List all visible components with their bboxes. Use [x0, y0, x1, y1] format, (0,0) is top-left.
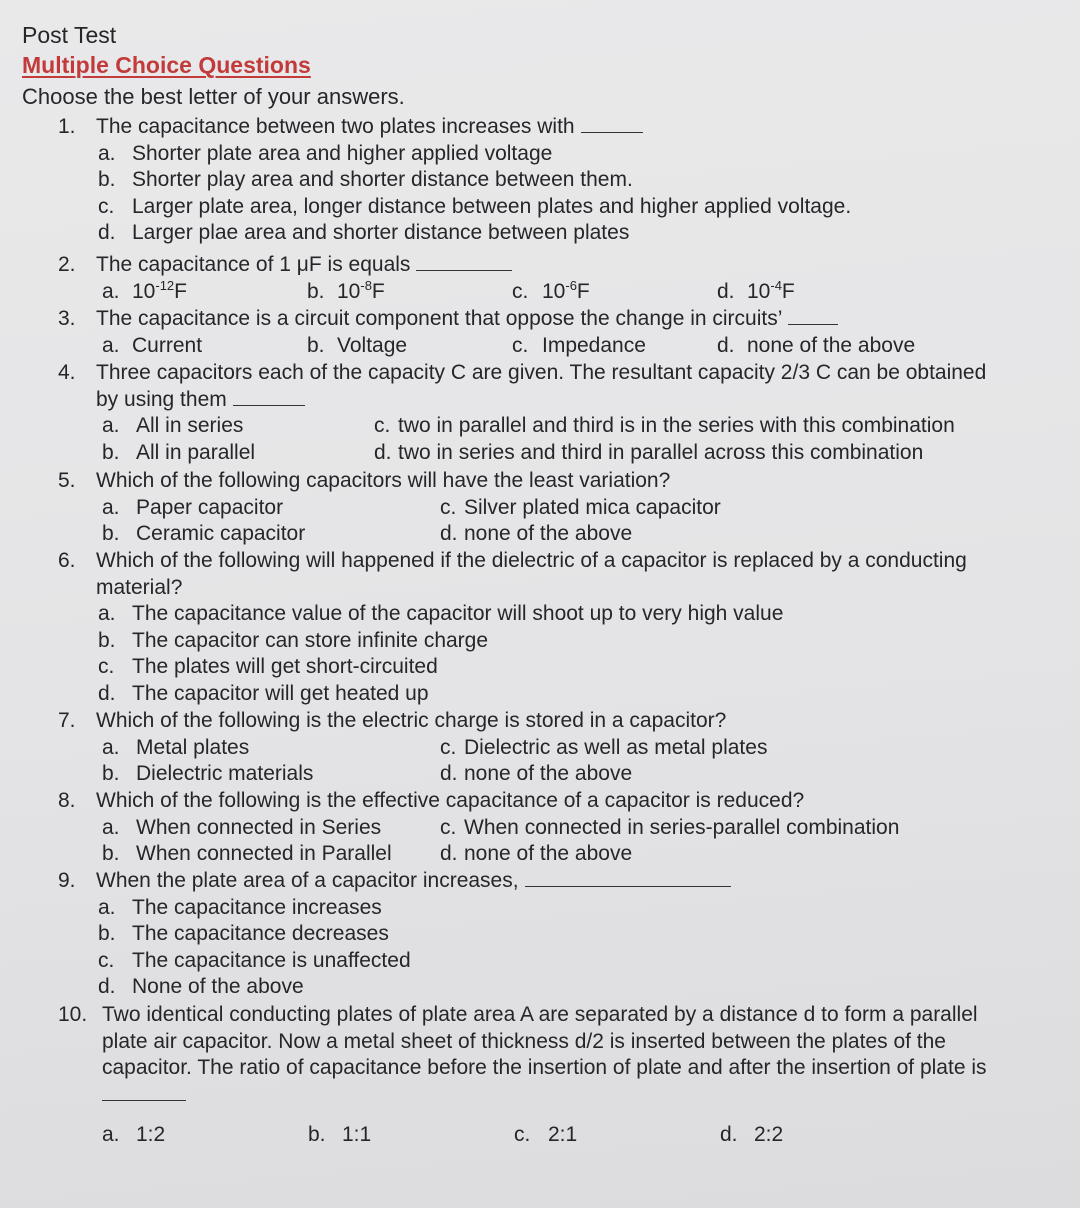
options	[102, 413, 1063, 466]
question-number: 2.	[58, 253, 76, 276]
question-number: 9.	[58, 869, 76, 892]
options	[98, 601, 1063, 707]
option-c[interactable]: c. Impedance	[512, 333, 646, 357]
option-c[interactable]: c. The plates will get short-circuited	[98, 655, 438, 678]
option-d[interactable]: d. $10^{-4}F$	[717, 277, 795, 303]
option-c[interactable]: c. The capacitance is unaffected	[98, 948, 411, 972]
option-d[interactable]: d. 2:2	[720, 1123, 784, 1146]
question-8	[58, 788, 1063, 868]
question-number: 5.	[58, 469, 76, 492]
question-text: Three capacitors each of the capacity C are given. The resultant capacity 2/3 C can be obtained	[96, 361, 987, 384]
option-b[interactable]: b. The capacitor can store infinite charge	[98, 628, 489, 652]
question-text: When the plate area of a capacitor increases,	[96, 869, 519, 892]
option-c[interactable]: c. When connected in series-parallel combination	[440, 815, 900, 839]
option-b[interactable]: b. The capacitance decreases	[98, 922, 389, 945]
option-b[interactable]: b. When connected in Parallel	[102, 842, 392, 865]
question-3	[58, 306, 1063, 359]
option-d[interactable]: d. The capacitor will get heated up	[98, 681, 429, 705]
answer-blank[interactable]	[525, 868, 731, 887]
question-text: The capacitance of 1 μF is equals	[96, 253, 411, 276]
option-b[interactable]: b. Voltage	[307, 333, 408, 357]
section-heading: Multiple Choice Questions	[22, 52, 311, 78]
option-d[interactable]: d. none of the above	[440, 762, 633, 785]
option-b[interactable]: b. Ceramic capacitor	[102, 522, 306, 545]
question-text-cont: capacitor. The ratio of capacitance before the insertion of plate and after the insertion of plate is	[102, 1056, 987, 1079]
options	[98, 895, 1063, 1001]
answer-blank[interactable]	[102, 1082, 186, 1101]
question-number: 4.	[58, 361, 76, 384]
question-number: 3.	[58, 307, 76, 330]
question-text: Which of the following will happened if the dielectric of a capacitor is replaced by a conducting	[96, 549, 967, 572]
question-text-cont: by using them	[96, 387, 227, 411]
question-number: 10.	[58, 1003, 88, 1026]
question-number: 6.	[58, 549, 76, 572]
option-a[interactable]: a. All in series	[102, 414, 244, 437]
option-d[interactable]: d. none of the above	[717, 333, 916, 357]
question-9	[58, 868, 1063, 1001]
question-1	[58, 114, 1063, 247]
question-text-cont: plate air capacitor. Now a metal sheet of thickness d/2 is inserted between the plates of the	[102, 1029, 946, 1053]
option-d[interactable]: d. None of the above	[98, 975, 304, 998]
answer-blank[interactable]	[788, 306, 838, 325]
question-6	[58, 548, 1063, 707]
question-10	[58, 1002, 1073, 1149]
instructions: Choose the best letter of your answers.	[22, 84, 405, 109]
option-a[interactable]: a. Current	[102, 333, 203, 357]
options	[102, 735, 1063, 788]
question-text: Which of the following capacitors will have the least variation?	[96, 469, 671, 492]
option-c[interactable]: c. 2:1	[514, 1123, 578, 1146]
option-b[interactable]: b. $10^{-8}F$	[307, 277, 385, 303]
question-text: Which of the following is the electric charge is stored in a capacitor?	[96, 709, 727, 732]
answer-blank[interactable]	[416, 252, 512, 271]
option-c[interactable]: c. $10^{-6}F$	[512, 277, 590, 303]
question-2	[58, 252, 1063, 305]
option-a[interactable]: a. The capacitance increases	[98, 895, 382, 919]
options	[102, 333, 1063, 360]
option-b[interactable]: b. All in parallel	[102, 440, 256, 464]
option-b[interactable]: b. Dielectric materials	[102, 762, 314, 785]
option-d[interactable]: d. none of the above	[440, 842, 633, 865]
options	[98, 141, 1063, 247]
options	[102, 279, 1063, 306]
question-text: The capacitance between two plates increases with	[96, 115, 575, 138]
options	[102, 1122, 1073, 1149]
answer-blank[interactable]	[581, 114, 643, 133]
option-a[interactable]: a. Paper capacitor	[102, 495, 284, 519]
option-c[interactable]: c. Silver plated mica capacitor	[440, 495, 721, 519]
option-c[interactable]: c. Larger plate area, longer distance between plates and higher applied voltage.	[98, 194, 852, 218]
question-text-cont: material?	[96, 575, 183, 599]
options	[102, 815, 1063, 868]
question-number: 1.	[58, 115, 76, 138]
question-5	[58, 468, 1063, 548]
question-text: Two identical conducting plates of plate area A are separated by a distance d to form a parallel	[102, 1003, 978, 1026]
options	[102, 495, 1063, 548]
question-number: 7.	[58, 709, 76, 732]
question-text: The capacitance is a circuit component that oppose the change in circuits’	[96, 307, 783, 330]
option-a[interactable]: a. 1:2	[102, 1123, 166, 1146]
page-title: Post Test	[22, 22, 117, 48]
question-4	[58, 360, 1063, 466]
option-d[interactable]: d. two in series and third in parallel across this combination	[374, 440, 924, 464]
option-d[interactable]: d. none of the above	[440, 522, 633, 545]
option-a[interactable]: a. $10^{-12}F$	[102, 277, 187, 303]
option-d[interactable]: d. Larger plae area and shorter distance between plates	[98, 221, 630, 244]
answer-blank[interactable]	[233, 387, 305, 406]
option-c[interactable]: c. two in parallel and third is in the series with this combination	[374, 414, 955, 437]
question-text: Which of the following is the effective capacitance of a capacitor is reduced?	[96, 789, 805, 812]
option-b[interactable]: b. Shorter play area and shorter distance between them.	[98, 168, 633, 191]
header	[22, 22, 405, 110]
question-7	[58, 708, 1063, 788]
option-a[interactable]: a. Shorter plate area and higher applied voltage	[98, 141, 553, 165]
question-number: 8.	[58, 789, 76, 812]
option-a[interactable]: a. The capacitance value of the capacitor will shoot up to very high value	[98, 602, 784, 625]
option-b[interactable]: b. 1:1	[308, 1123, 372, 1146]
option-a[interactable]: a. When connected in Series	[102, 815, 382, 839]
option-c[interactable]: c. Dielectric as well as metal plates	[440, 735, 768, 759]
option-a[interactable]: a. Metal plates	[102, 735, 250, 759]
